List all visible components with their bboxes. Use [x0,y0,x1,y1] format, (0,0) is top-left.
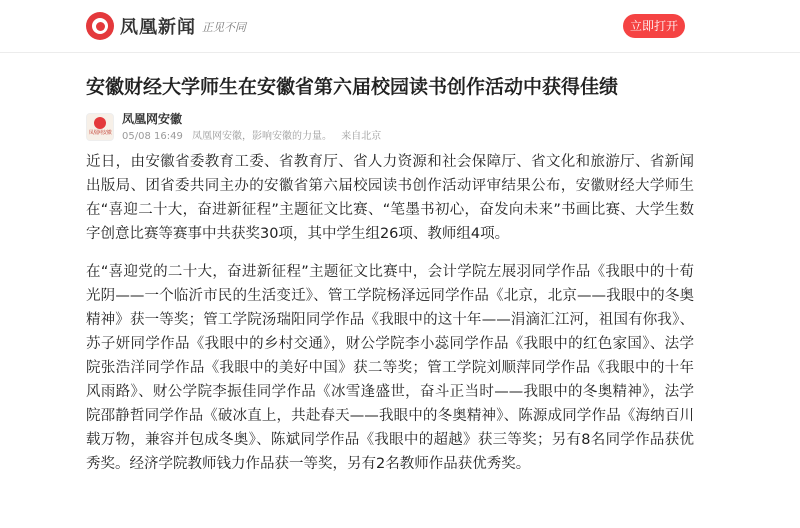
paragraph: 在“喜迎党的二十大，奋进新征程”主题征文比赛中，会计学院左展羽同学作品《我眼中的十荀光阴——一个临沂市民的生活变迁》、管工学院杨泽远同学作品《北京，北京——我眼中的冬奥精神》获一等奖；管工学院汤瑞阳同学作品《我眼中的这十年——涓滴汇江河，祖国有你我》、苏子妍同学作品《我眼中的乡村交通》，财公学院李小蕊同学作品《我眼中的红色家国》、法学院张浩洋同学作品《我眼中的美好中国》获二等奖；管工学院刘顺萍同学作品《我眼中的十年风雨路》、财公学院李振佳同学作品《冰雪逢盛世，奋斗正当时——我眼中的冬奥精神》，法学院邵静哲同学作品《破冰直上，共赴春天——我眼中的冬奥精神》、陈源成同学作品《海纳百川载万物，兼容并包成冬奥》、陈斌同学作品《我眼中的超越》获三等奖；另有8名同学作品获优秀奖。经济学院教师钱力作品获一等奖，另有2名教师作品获优秀奖。 [86,264,694,472]
logo[interactable] [86,11,246,41]
publish-date: 05/08 16:49 [122,131,183,142]
author-name[interactable]: 凤凰网安徽 [122,112,183,126]
logo-text: 凤凰新闻 [120,17,196,38]
author-description: 凤凰网安徽，影响安徽的力量。 [192,131,333,142]
open-app-button[interactable]: 立即打开 [623,14,685,38]
paragraph: 近日，由安徽省委教育工委、省教育厅、省人力资源和社会保障厅、省文化和旅游厅、省新闻出版局、团省委共同主办的安徽省第六届校园读书创作活动评审结果公布，安徽财经大学师生在“喜迎二十大，奋进新征程”主题征文比赛、“笔墨书初心，奋发向未来”书画比赛、大学生数字创意比赛等赛事中共获奖30项，其中学生组26项、教师组4项。 [86,154,694,242]
author-row [86,110,706,144]
top-bar [0,0,800,53]
article-title: 安徽财经大学师生在安徽省第六届校园读书创作活动中获得佳绩 [86,76,619,98]
avatar-logo-icon [94,117,106,129]
article-body [86,150,694,490]
avatar-label: 凤凰网安徽 [88,130,112,136]
avatar[interactable] [86,113,114,141]
logo-slogan: 正见不同 [202,21,246,34]
author-meta [122,127,387,142]
phoenix-logo-icon [86,12,114,40]
source-location: 来自北京 [341,131,382,142]
